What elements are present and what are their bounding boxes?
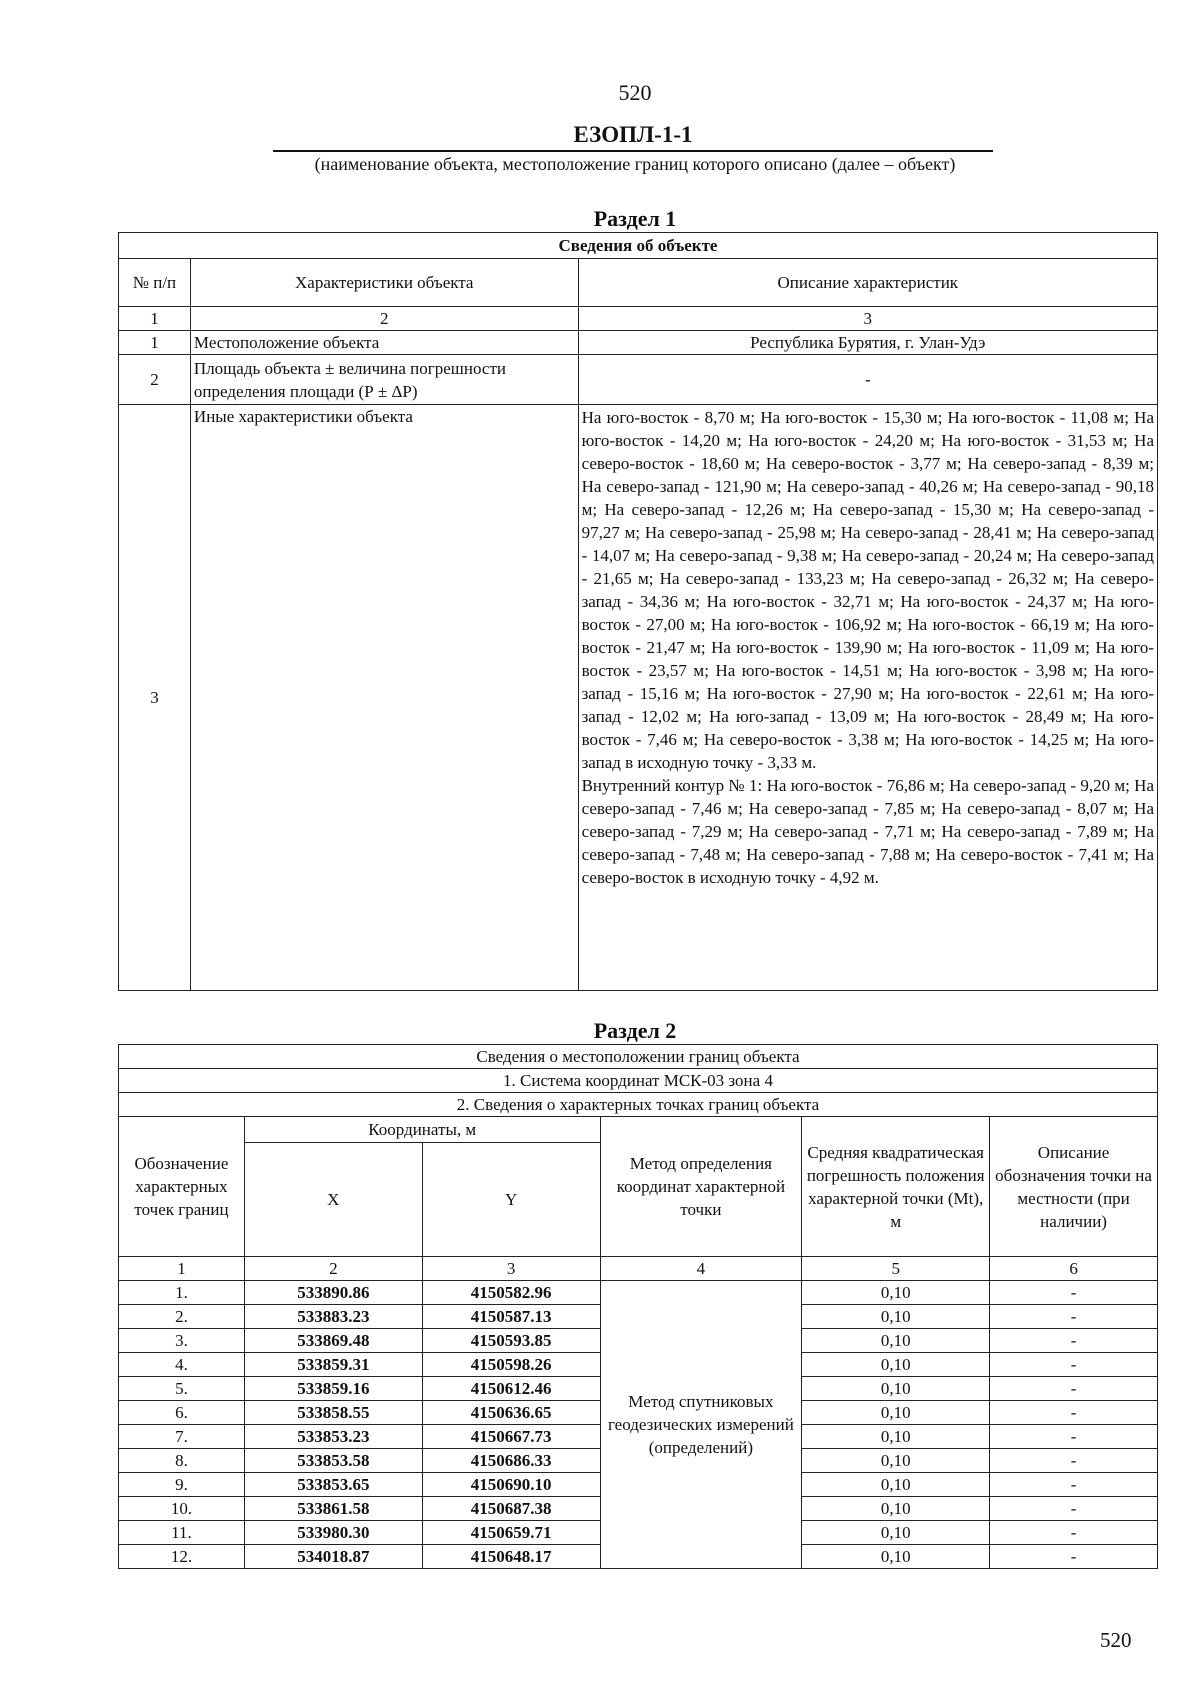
col-number-3: 3 <box>578 307 1157 331</box>
table-row <box>119 355 1158 405</box>
method-cell: Метод спутниковых геодезических измерений (определений) <box>600 1281 802 1569</box>
point-number: 7. <box>119 1425 245 1449</box>
col-number-1: 1 <box>119 307 191 331</box>
point-mean-error: 0,10 <box>802 1353 990 1377</box>
row-number: 3 <box>119 405 191 991</box>
point-mean-error: 0,10 <box>802 1305 990 1329</box>
col-number-2: 2 <box>244 1257 422 1281</box>
point-x: 533853.65 <box>244 1473 422 1497</box>
point-description: - <box>990 1353 1158 1377</box>
row-name: Местоположение объекта <box>190 331 578 355</box>
point-description: - <box>990 1521 1158 1545</box>
point-mean-error: 0,10 <box>802 1401 990 1425</box>
col-number-1: 1 <box>119 1257 245 1281</box>
point-number: 2. <box>119 1305 245 1329</box>
document-subtitle: (наименование объекта, местоположение границ которого описано (далее – объект) <box>314 154 956 174</box>
header-mean-error: Средняя квадратическая погрешность положения характерной точки (Mt), м <box>802 1117 990 1257</box>
point-description: - <box>990 1377 1158 1401</box>
row-value: - <box>578 355 1157 405</box>
point-y: 4150687.38 <box>422 1497 600 1521</box>
row-name: Площадь объекта ± величина погрешности определения площади (Р ± ΔР) <box>190 355 578 405</box>
title-underline <box>273 150 993 152</box>
point-y: 4150686.33 <box>422 1449 600 1473</box>
point-y: 4150636.65 <box>422 1401 600 1425</box>
point-x: 534018.87 <box>244 1545 422 1569</box>
point-mean-error: 0,10 <box>802 1473 990 1497</box>
table-row <box>119 1281 1158 1305</box>
coordinate-system: 1. Система координат МСК-03 зона 4 <box>119 1069 1158 1093</box>
row-number: 2 <box>119 355 191 405</box>
header-y: Y <box>422 1143 600 1257</box>
point-mean-error: 0,10 <box>802 1377 990 1401</box>
point-description: - <box>990 1281 1158 1305</box>
point-number: 5. <box>119 1377 245 1401</box>
point-number: 12. <box>119 1545 245 1569</box>
point-x: 533980.30 <box>244 1521 422 1545</box>
point-mean-error: 0,10 <box>802 1281 990 1305</box>
boundary-table-title: Сведения о местоположении границ объекта <box>119 1045 1158 1069</box>
col-number-6: 6 <box>990 1257 1158 1281</box>
header-point-description: Описание обозначения точки на местности (при наличии) <box>990 1117 1158 1257</box>
object-info-table <box>118 232 1158 991</box>
point-number: 1. <box>119 1281 245 1305</box>
point-mean-error: 0,10 <box>802 1425 990 1449</box>
point-description: - <box>990 1401 1158 1425</box>
point-x: 533883.23 <box>244 1305 422 1329</box>
point-number: 9. <box>119 1473 245 1497</box>
point-y: 4150648.17 <box>422 1545 600 1569</box>
table-row <box>119 331 1158 355</box>
point-number: 11. <box>119 1521 245 1545</box>
point-number: 8. <box>119 1449 245 1473</box>
col-number-3: 3 <box>422 1257 600 1281</box>
point-mean-error: 0,10 <box>802 1329 990 1353</box>
point-x: 533853.23 <box>244 1425 422 1449</box>
row-number: 1 <box>119 331 191 355</box>
section1-heading: Раздел 1 <box>593 206 677 231</box>
top-page-number: 520 <box>618 80 652 105</box>
point-y: 4150612.46 <box>422 1377 600 1401</box>
row-name: Иные характеристики объекта <box>190 405 578 991</box>
header-coordinates: Координаты, м <box>244 1117 600 1143</box>
point-y: 4150690.10 <box>422 1473 600 1497</box>
object-info-table-title: Сведения об объекте <box>119 233 1158 259</box>
row-value: Республика Бурятия, г. Улан-Удэ <box>578 331 1157 355</box>
inner-contour-label: Внутренний контур № 1: <box>581 776 763 795</box>
point-mean-error: 0,10 <box>802 1521 990 1545</box>
point-number: 3. <box>119 1329 245 1353</box>
point-y: 4150659.71 <box>422 1521 600 1545</box>
point-y: 4150593.85 <box>422 1329 600 1353</box>
point-description: - <box>990 1329 1158 1353</box>
row-value-directions <box>578 405 1157 991</box>
point-description: - <box>990 1473 1158 1497</box>
point-description: - <box>990 1305 1158 1329</box>
bottom-page-number: 520 <box>1100 1628 1132 1652</box>
point-description: - <box>990 1449 1158 1473</box>
document-title: ЕЗОПЛ-1-1 <box>573 122 693 147</box>
header-point-designation: Обозначение характерных точек границ <box>119 1117 245 1257</box>
outer-contour-directions: На юго-восток - 8,70 м; На юго-восток - 15,30 м; На юго-восток - 11,08 м; На юго-восток - 14,20 м; На юго-восток - 24,20 м; На юго-восток - 31,53 м; На северо-восток - 18,60 м; На северо-восток - 3,77 м; На северо-запад - 8,39 м; На северо-запад - 121,90 м; На северо-запад - 40,26 м; На северо-запад - 90,18 м; На северо-запад - 12,26 м; На северо-запад - 15,30 м; На северо-запад - 97,27 м; На северо-запад - 25,98 м; На северо-запад - 28,41 м; На северо-запад - 14,07 м; На северо-запад - 9,38 м; На северо-запад - 20,24 м; На северо-запад - 21,65 м; На северо-запад - 133,23 м; На северо-запад - 26,32 м; На северо-запад - 34,36 м; На юго-восток - 32,71 м; На юго-восток - 24,37 м; На юго-восток - 27,00 м; На юго-восток - 106,92 м; На юго-восток - 66,19 м; На юго-восток - 21,47 м; На юго-восток - 139,90 м; На юго-восток - 11,09 м; На юго-восток - 23,57 м; На юго-восток - 14,51 м; На юго-восток - 3,98 м; На юго-запад - 15,16 м; На юго-восток - 27,90 м; На юго-восток - 22,61 м; На юго-запад - 12,02 м; На юго-запад - 13,09 м; На юго-восток - 28,49 м; На юго-восток - 7,46 м; На северо-восток - 3,38 м; На юго-восток - 14,25 м; На юго-запад в исходную точку - 3,33 м. <box>581 408 1154 772</box>
header-x: X <box>244 1143 422 1257</box>
point-mean-error: 0,10 <box>802 1545 990 1569</box>
point-mean-error: 0,10 <box>802 1449 990 1473</box>
point-number: 4. <box>119 1353 245 1377</box>
col-number-2: 2 <box>190 307 578 331</box>
point-description: - <box>990 1425 1158 1449</box>
header-description: Описание характеристик <box>578 259 1157 307</box>
point-description: - <box>990 1497 1158 1521</box>
point-description: - <box>990 1545 1158 1569</box>
point-x: 533853.58 <box>244 1449 422 1473</box>
point-y: 4150582.96 <box>422 1281 600 1305</box>
point-x: 533890.86 <box>244 1281 422 1305</box>
point-x: 533859.16 <box>244 1377 422 1401</box>
inner-contour-directions: На юго-восток - 76,86 м; На северо-запад - 9,20 м; На северо-запад - 7,46 м; На северо-запад - 7,85 м; На северо-запад - 8,07 м; На северо-запад - 7,29 м; На северо-запад - 7,71 м; На северо-запад - 7,89 м; На северо-запад - 7,48 м; На северо-запад - 7,88 м; На северо-восток - 7,41 м; На северо-восток в исходную точку - 4,92 м. <box>581 776 1155 887</box>
points-title: 2. Сведения о характерных точках границ объекта <box>119 1093 1158 1117</box>
point-number: 10. <box>119 1497 245 1521</box>
point-x: 533861.58 <box>244 1497 422 1521</box>
point-number: 6. <box>119 1401 245 1425</box>
header-method: Метод определения координат характерной точки <box>600 1117 802 1257</box>
point-x: 533859.31 <box>244 1353 422 1377</box>
point-y: 4150598.26 <box>422 1353 600 1377</box>
point-y: 4150667.73 <box>422 1425 600 1449</box>
table-row <box>119 405 1158 991</box>
point-x: 533858.55 <box>244 1401 422 1425</box>
point-mean-error: 0,10 <box>802 1497 990 1521</box>
header-number: № п/п <box>119 259 191 307</box>
col-number-4: 4 <box>600 1257 802 1281</box>
inner-contour <box>582 774 1154 889</box>
section2-heading: Раздел 2 <box>593 1018 677 1043</box>
point-x: 533869.48 <box>244 1329 422 1353</box>
header-characteristics: Характеристики объекта <box>190 259 578 307</box>
point-y: 4150587.13 <box>422 1305 600 1329</box>
boundary-points-table <box>118 1044 1158 1569</box>
col-number-5: 5 <box>802 1257 990 1281</box>
